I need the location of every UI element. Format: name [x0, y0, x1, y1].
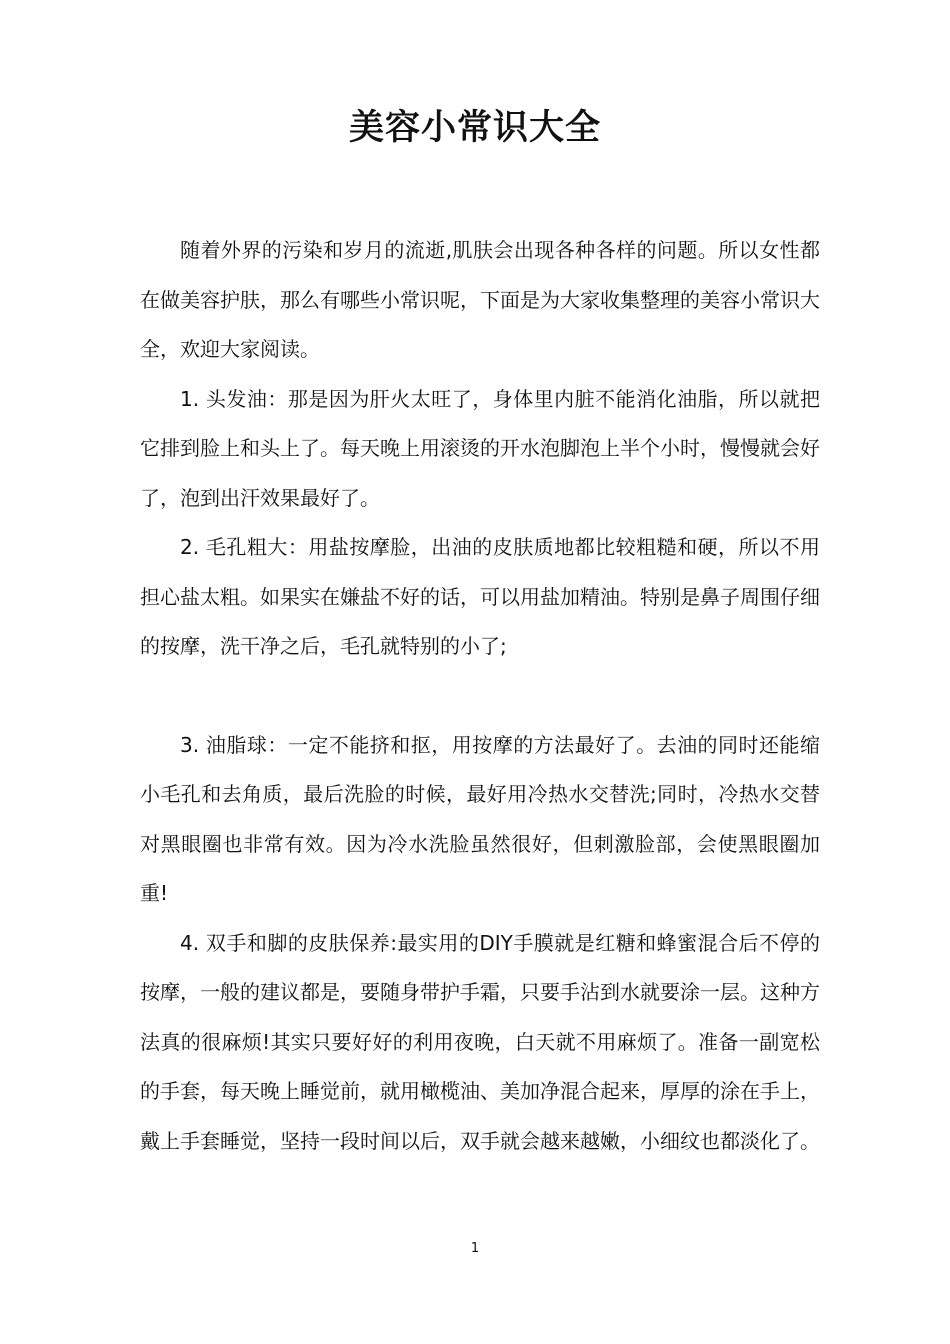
page-number: 1 [470, 1241, 480, 1256]
blank-line [140, 672, 820, 721]
document-title: 美容小常识大全 [348, 108, 601, 148]
document-body [140, 226, 820, 1166]
intro-paragraph: 随着外界的污染和岁月的流逝,肌肤会出现各种各样的问题。所以女性都在做美容护肤，那么有哪些小常识呢，下面是为大家收集整理的美容小常识大全，欢迎大家阅读。 [140, 238, 820, 361]
tip-4-paragraph: 4. 双手和脚的皮肤保养:最实用的DIY手膜就是红糖和蜂蜜混合后不停的按摩，一般的建议都是，要随身带护手霜，只要手沾到水就要涂一层。这种方法真的很麻烦!其实只要好好的利用夜晚，白天就不用麻烦了。准备一副宽松的手套，每天晚上睡觉前，就用橄榄油、美加净混合起来，厚厚的涂在手上，戴上手套睡觉，坚持一段时间以后，双手就会越来越嫩，小细纹也都淡化了。 [140, 930, 820, 1153]
tip-3-paragraph: 3. 油脂球：一定不能挤和抠，用按摩的方法最好了。去油的同时还能缩小毛孔和去角质，最后洗脸的时候，最好用冷热水交替洗;同时，冷热水交替对黑眼圈也非常有效。因为冷水洗脸虽然很好，但刺激脸部，会使黑眼圈加重! [140, 732, 820, 905]
tip-1-paragraph: 1. 头发油：那是因为肝火太旺了，身体里内脏不能消化油脂，所以就把它排到脸上和头上了。每天晚上用滚烫的开水泡脚泡上半个小时，慢慢就会好了，泡到出汗效果最好了。 [140, 386, 820, 510]
tip-2-paragraph: 2. 毛孔粗大：用盐按摩脸，出油的皮肤质地都比较粗糙和硬，所以不用担心盐太粗。如果实在嫌盐不好的话，可以用盐加精油。特别是鼻子周围仔细的按摩，洗干净之后，毛孔就特别的小了; [140, 535, 820, 658]
